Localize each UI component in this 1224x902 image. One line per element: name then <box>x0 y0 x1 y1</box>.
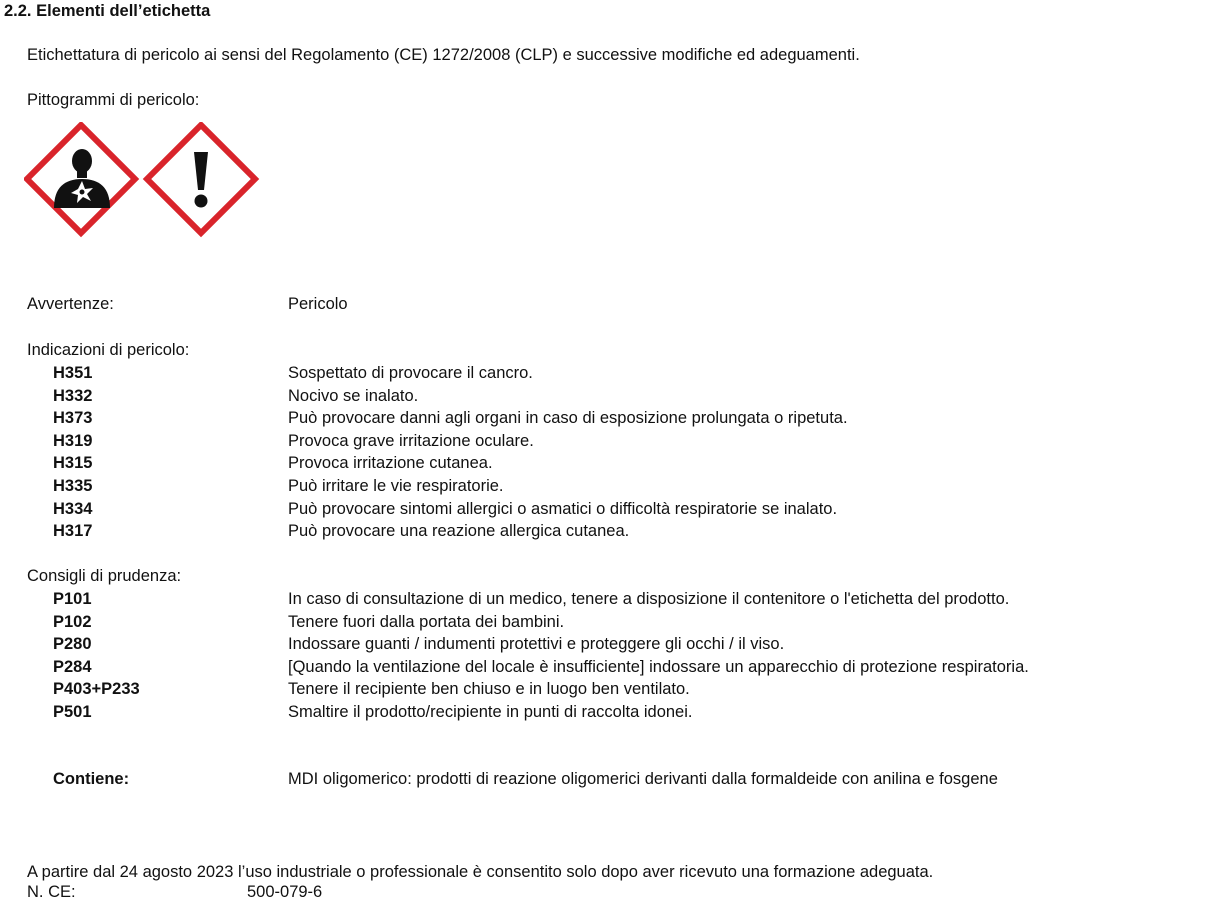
health-hazard-icon <box>27 125 135 233</box>
precaution-row <box>0 678 1224 701</box>
hazard-code: H317 <box>53 522 93 541</box>
ce-number-label: N. CE: <box>27 883 76 901</box>
precaution-row <box>0 633 1224 656</box>
precaution-code: P280 <box>53 635 92 654</box>
precautionary-statements-label: Consigli di prudenza: <box>27 567 182 585</box>
hazard-text: Può irritare le vie respiratorie. <box>288 477 504 495</box>
hazard-statements-label: Indicazioni di pericolo: <box>27 341 190 359</box>
hazard-text: Sospettato di provocare il cancro. <box>288 364 533 382</box>
hazard-text: Può provocare una reazione allergica cutanea. <box>288 522 630 541</box>
hazard-row <box>0 385 1224 408</box>
contains-value: MDI oligomerico: prodotti di reazione oligomerici derivanti dalla formaldeide con anilina e fosgene <box>288 770 998 788</box>
exclamation-mark-icon <box>147 125 255 233</box>
precaution-text: In caso di consultazione di un medico, tenere a disposizione il contenitore o l'etichetta del prodotto. <box>288 590 1010 608</box>
hazard-code: H319 <box>53 431 93 450</box>
hazard-pictograms <box>24 122 260 240</box>
precaution-code: P284 <box>53 657 92 676</box>
precaution-code: P501 <box>53 703 92 721</box>
hazard-code: H373 <box>53 409 93 428</box>
precaution-row <box>0 701 1224 724</box>
precaution-text: Tenere il recipiente ben chiuso e in luogo ben ventilato. <box>288 680 690 699</box>
hazard-row <box>0 407 1224 430</box>
hazard-text: Può provocare danni agli organi in caso di esposizione prolungata o ripetuta. <box>288 409 848 428</box>
hazard-code: H335 <box>53 477 93 495</box>
hazard-code: H351 <box>53 364 93 382</box>
footer-note: A partire dal 24 agosto 2023 l’uso industriale o professionale è consentito solo dopo aver ricevuto una formazione adeguata. <box>27 863 934 881</box>
hazard-row <box>0 362 1224 385</box>
contains-label: Contiene: <box>53 770 130 788</box>
hazard-text: Nocivo se inalato. <box>288 386 419 405</box>
hazard-row <box>0 430 1224 453</box>
ce-number-value: 500-079-6 <box>247 883 323 901</box>
intro-text: Etichettatura di pericolo ai sensi del Regolamento (CE) 1272/2008 (CLP) e successive modifiche ed adeguamenti. <box>27 46 860 64</box>
precaution-row <box>0 611 1224 634</box>
hazard-row <box>0 520 1224 543</box>
hazard-row <box>0 475 1224 498</box>
signal-word-label: Avvertenze: <box>27 295 114 313</box>
precaution-code: P102 <box>53 612 92 631</box>
signal-word-value: Pericolo <box>288 295 348 313</box>
hazard-row <box>0 498 1224 521</box>
precaution-text: Smaltire il prodotto/recipiente in punti di raccolta idonei. <box>288 703 693 721</box>
section-title: 2.2. Elementi dell’etichetta <box>4 2 211 20</box>
precaution-code: P101 <box>53 590 92 608</box>
precaution-text: [Quando la ventilazione del locale è insufficiente] indossare un apparecchio di protezione respiratoria. <box>288 657 1029 676</box>
precaution-text: Tenere fuori dalla portata dei bambini. <box>288 612 565 631</box>
hazard-text: Provoca grave irritazione oculare. <box>288 431 534 450</box>
hazard-row <box>0 452 1224 475</box>
hazard-text: Provoca irritazione cutanea. <box>288 454 493 473</box>
precaution-code: P403+P233 <box>53 680 140 699</box>
hazard-text: Può provocare sintomi allergici o asmatici o difficoltà respiratorie se inalato. <box>288 499 838 518</box>
hazard-code: H315 <box>53 454 93 473</box>
precaution-row <box>0 656 1224 679</box>
pictograms-label: Pittogrammi di pericolo: <box>27 91 200 109</box>
precaution-row <box>0 588 1224 611</box>
hazard-code: H332 <box>53 386 93 405</box>
hazard-code: H334 <box>53 499 93 518</box>
precaution-text: Indossare guanti / indumenti protettivi e proteggere gli occhi / il viso. <box>288 635 785 654</box>
